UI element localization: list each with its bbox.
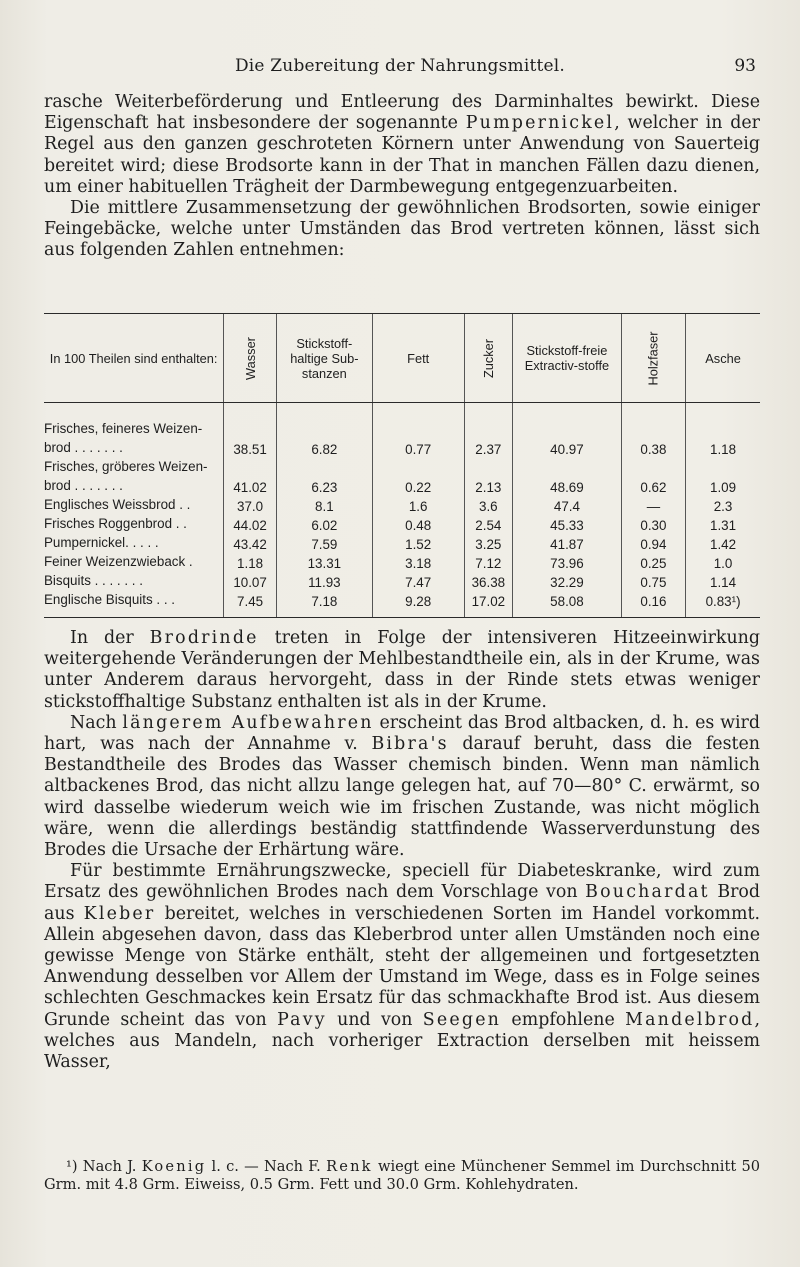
emphasis-renk: Renk	[326, 1158, 373, 1175]
main-text	[44, 628, 760, 1073]
paragraph-pumpernickel: rasche Weiterbeförderung und Entleerung des Darminhaltes bewirkt. Diese Eigenschaft hat insbesondere der sogenannte Pumpernickel, welcher in der Regel aus den ganzen geschroteten Körnern unter Anwendung von Sauerteig bereitet wird; diese Brodsorte kann in der That in manchen Fällen dazu dienen, um einer habituellen Trägheit der Darmbewegung entgegenzuarbeiten.	[44, 92, 760, 197]
table-header-label: In 100 Theilen sind enthalten:	[44, 314, 224, 403]
table-row: Bisquits . . . . . . . 10.07 11.93 7.47 36.38 32.29 0.75 1.14	[44, 571, 760, 590]
table-row: Frisches, feineres Weizen-brod . . . . . . . 38.51 6.82 0.77 2.37 40.97 0.38 1.18	[44, 403, 760, 458]
page-number: 93	[734, 56, 756, 76]
emphasis-bibra: Bibra's	[371, 734, 449, 755]
emphasis-aufbewahren: längerem Aufbewahren	[122, 712, 374, 733]
table-row: Frisches, gröberes Weizen-brod . . . . . . . 41.02 6.23 0.22 2.13 48.69 0.62 1.09	[44, 457, 760, 495]
emphasis-pumpernickel: Pumpernickel	[465, 113, 615, 134]
composition-table	[44, 313, 760, 618]
paragraph-aufbewahren: Nach längerem Aufbewahren erscheint das Brod altbacken, d. h. es wird hart, was nach der Annahme v. Bibra's darauf beruht, dass die festen Bestandtheile des Brodes das Wasser chemisch binden. Wenn man nämlich altbackenes Brod, das nicht allzu lange gelegen hat, auf 70—80° C. erwärmt, so wird dasselbe wiederum weich wie im frischen Zustande, was nicht möglich wäre, wenn die allerdings beständig stattfindende Wasserverdunstung des Brodes die Ursache der Erhärtung wäre.	[44, 712, 761, 861]
running-header	[0, 56, 800, 80]
emphasis-kleber: Kleber	[83, 903, 156, 924]
table-header-extractiv: Stickstoff-freie Extractiv-stoffe	[513, 314, 622, 403]
table-row: Frisches Roggenbrod . . 44.02 6.02 0.48 2.54 45.33 0.30 1.31	[44, 514, 760, 533]
paragraph-diabetes: Für bestimmte Ernährungszwecke, speciell für Diabeteskranke, wird zum Ersatz des gewöhnlichen Brodes nach dem Vorschlage von Bouchardat Brod aus Kleber bereitet, welches in verschiedenen Sorten im Handel vorkommt. Allein abgesehen davon, dass das Kleberbrod unter allen Umständen noch eine gewisse Menge von Stärke enthält, steht der allgemeinen und fortgesetzten Anwendung desselben vor Allem der Umstand im Wege, dass es in Folge seines schlechten Geschmackes kein Ersatz für das schmackhafte Brod ist. Aus diesem Grunde scheint das von Pavy und von Seegen empfohlene Mandelbrod, welches aus Mandeln, nach vorheriger Extraction derselben mit heissem Wasser,	[44, 861, 761, 1073]
table-row: Englische Bisquits . . . 7.45 7.18 9.28 17.02 58.08 0.16 0.83¹)	[44, 590, 760, 618]
emphasis-seegen: Seegen	[422, 1009, 502, 1030]
paragraph-composition-intro: Die mittlere Zusammensetzung der gewöhnlichen Brodsorten, sowie einiger Feingebäcke, welche unter Umständen das Brod vertreten können, lässt sich aus folgenden Zahlen entnehmen:	[44, 198, 760, 261]
table-header-wasser: Wasser	[224, 314, 277, 403]
emphasis-pavy: Pavy	[277, 1009, 327, 1030]
table-header-row	[44, 314, 760, 403]
table-header-zucker: Zucker	[464, 314, 513, 403]
intro-text	[44, 92, 760, 262]
emphasis-bouchardat: Bouchardat	[585, 882, 710, 903]
emphasis-mandelbrod: Mandelbrod	[625, 1009, 755, 1030]
emphasis-koenig: Koenig	[141, 1158, 207, 1175]
table-row: Feiner Weizenzwieback . 1.18 13.31 3.18 7.12 73.96 0.25 1.0	[44, 552, 760, 571]
table-row: Englisches Weissbrod . . 37.0 8.1 1.6 3.6 47.4 — 2.3	[44, 495, 760, 514]
table-header-stickstoff: Stickstoff-haltige Sub-stanzen	[276, 314, 372, 403]
table-row: Pumpernickel. . . . . 43.42 7.59 1.52 3.25 41.87 0.94 1.42	[44, 533, 760, 552]
table-header-fett: Fett	[372, 314, 464, 403]
paragraph-brodrinde: In der Brodrinde treten in Folge der intensiveren Hitzeeinwirkung weitergehende Veränderungen der Mehlbestandtheile ein, als in der Krume, was unter Anderem daraus hervorgeht, dass in der Rinde stets etwas weniger stickstoffhaltige Substanz enthalten ist als in der Krume.	[44, 628, 761, 712]
running-title: Die Zubereitung der Nahrungsmittel.	[234, 56, 566, 76]
table-header-asche: Asche	[686, 314, 760, 403]
footnote: ¹) Nach J. Koenig l. c. — Nach F. Renk wiegt eine Münchener Semmel im Durchschnitt 50 Grm. mit 4.8 Grm. Eiweiss, 0.5 Grm. Fett und 30.0 Grm. Kohlehydraten.	[44, 1158, 761, 1193]
emphasis-brodrinde: Brodrinde	[149, 628, 259, 648]
table-header-holzfaser: Holzfaser	[621, 314, 685, 403]
